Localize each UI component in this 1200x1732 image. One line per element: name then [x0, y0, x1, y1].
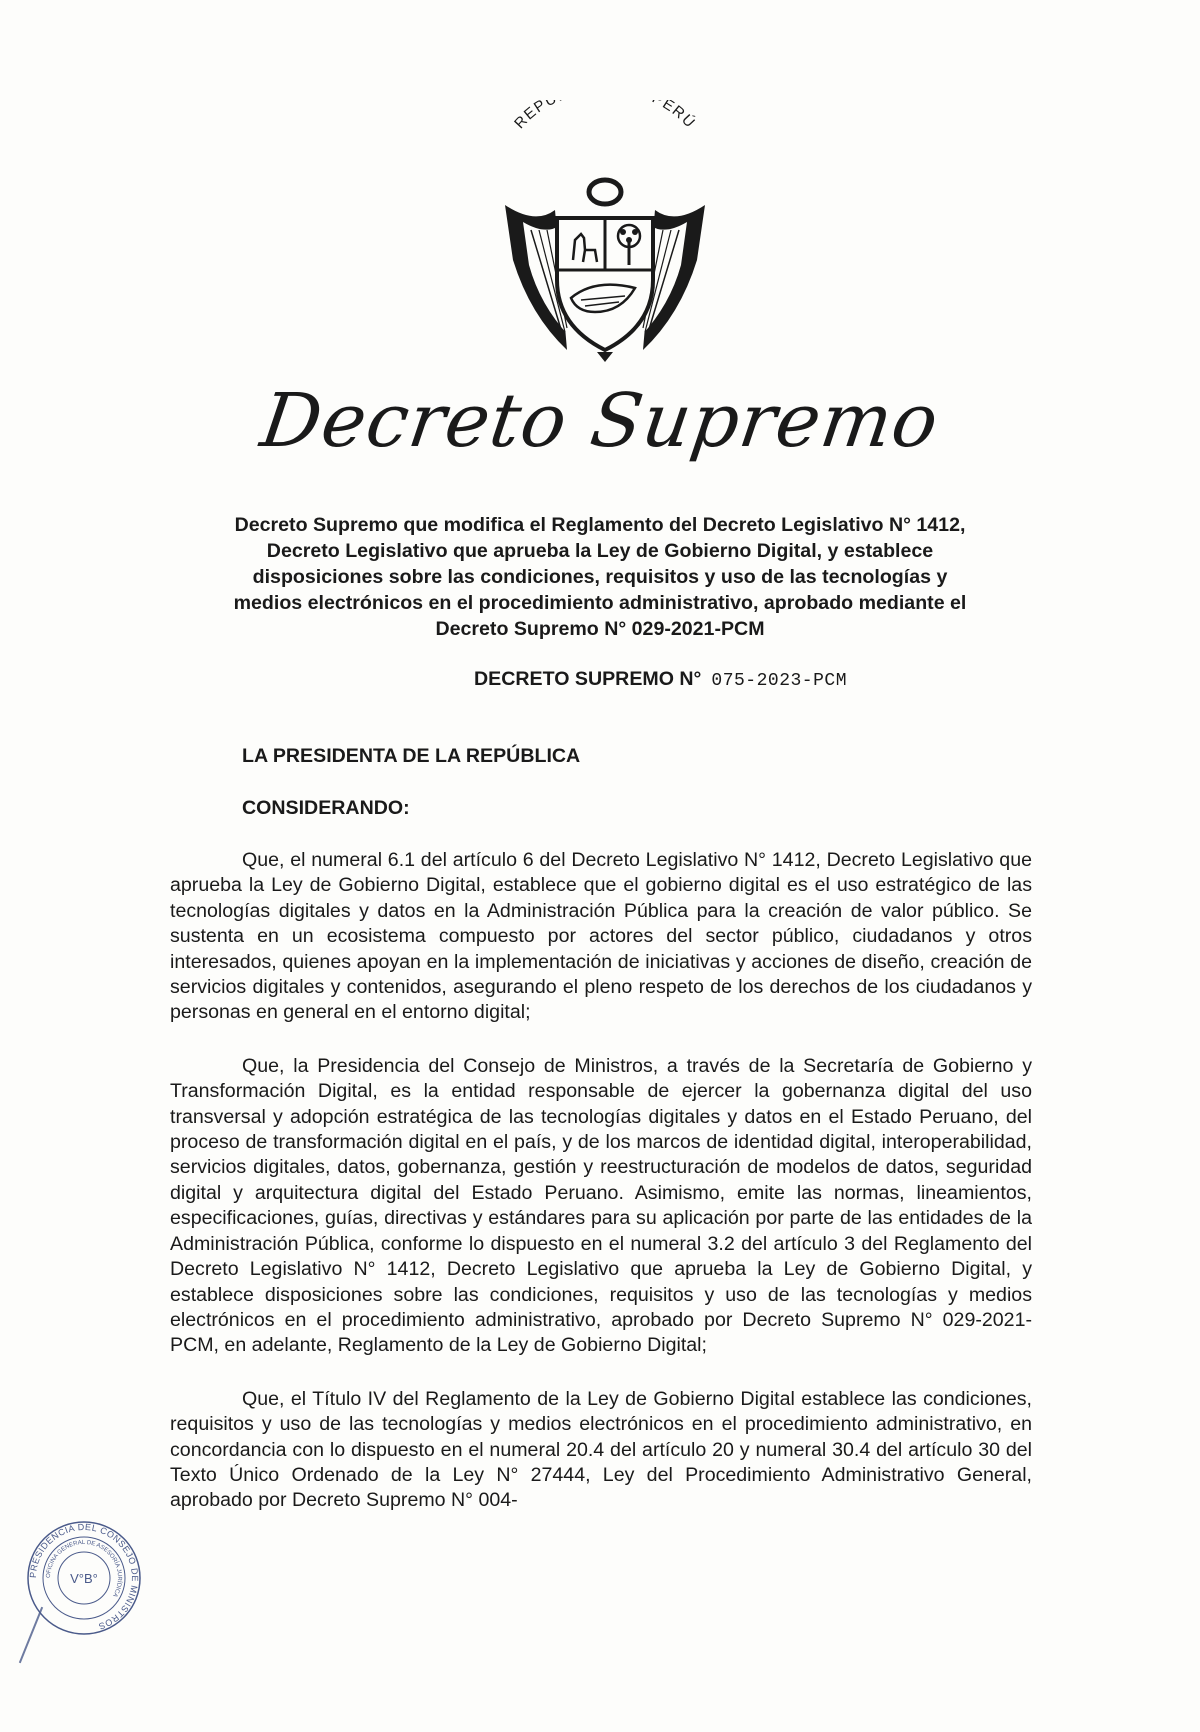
- paragraph: Que, el Título IV del Reglamento de la Ley de Gobierno Digital establece las condiciones, requisitos y uso de las tecnologías y medios electrónicos en el procedimiento administrativo, en concordancia con lo dispuesto en el numeral 20.4 del artículo 20 y numeral 30.4 del artículo 30 del Texto Único Ordenado de la Ley N° 27444, Ley del Procedimiento Administrativo General, aprobado por Decreto Supremo N° 004-: [170, 1387, 1032, 1512]
- script-title: Decreto Supremo: [255, 378, 945, 464]
- decree-number-line: [474, 668, 847, 691]
- decree-title-line: disposiciones sobre las condiciones, requisitos y uso de las tecnologías y: [252, 566, 948, 588]
- seal-center-text: V°B°: [70, 1571, 98, 1586]
- paragraph: Que, la Presidencia del Consejo de Ministros, a través de la Secretaría de Gobierno y Transformación Digital, es la entidad responsable de ejercer la gobernanza digital del uso transversal y adopción estratégica de las tecnologías digitales y datos en el Estado Peruano, del proceso de transformación digital en el país, y de los marcos de identidad digital, interoperabilidad, servicios digitales, datos, gobernanza, gestión y reestructuración de modelos de datos, seguridad digital y arquitectura digital del Estado Peruano. Asimismo, emite las normas, lineamientos, especificaciones, guías, directivas y estándares para su aplicación por parte de las entidades de la Administración Pública, conforme lo dispuesto en el numeral 3.2 del artículo 3 del Reglamento del Decreto Legislativo N° 1412, Decreto Legislativo que aprueba la Ley de Gobierno Digital, y establece disposiciones sobre las condiciones, requisitos y uso de las tecnologías y medios electrónicos en el procedimiento administrativo, aprobado por Decreto Supremo N° 029-2021-PCM, en adelante, Reglamento de la Ley de Gobierno Digital;: [170, 1054, 1032, 1357]
- paragraph: Que, el numeral 6.1 del artículo 6 del Decreto Legislativo N° 1412, Decreto Legislativo que aprueba la Ley de Gobierno Digital, establece que el gobierno digital es el uso estratégico de las tecnologías digitales y datos en la Administración Pública para la creación de valor público. Se sustenta en un ecosistema compuesto por actores del sector público, ciudadanos y otros interesados, quienes apoyan en la implementación de iniciativas y acciones de diseño, creación de servicios digitales y contenidos, asegurando el pleno respeto de los derechos de los ciudadanos y personas en general en el entorno digital;: [170, 849, 1032, 1024]
- decree-title-line: medios electrónicos en el procedimiento administrativo, aprobado mediante el: [233, 592, 967, 614]
- seal-inner-text: OFICINA GENERAL DE ASESORÍA JURÍDICA: [45, 1539, 123, 1598]
- coat-of-arms-icon: [485, 100, 725, 370]
- svg-text:OFICINA GENERAL DE ASESORÍA JU: [46, 1540, 123, 1598]
- seal-icon: [24, 1518, 144, 1638]
- presidenta-heading: LA PRESIDENTA DE LA REPÚBLICA: [242, 745, 581, 767]
- body-paragraphs: [170, 848, 1032, 1542]
- decree-title: [170, 512, 1030, 642]
- svg-text:REPÚBLICA DEL PERÚ: [511, 100, 699, 132]
- decree-title-line: Decreto Supremo que modifica el Reglamento del Decreto Legislativo N° 1412,: [234, 514, 966, 536]
- seal-ring-text: PRESIDENCIA DEL CONSEJO DE MINISTROS: [27, 1521, 141, 1632]
- emblem-arc-text: REP ERÚ: [511, 100, 699, 133]
- approval-seal: [24, 1518, 144, 1638]
- coat-of-arms: [485, 100, 725, 370]
- considerando-heading: CONSIDERANDO:: [242, 797, 410, 819]
- decree-number-label: DECRETO SUPREMO N°: [474, 668, 702, 690]
- decree-title-line: Decreto Legislativo que aprueba la Ley de Gobierno Digital, y establece: [266, 540, 934, 562]
- decree-title-line: Decreto Supremo N° 029-2021-PCM: [435, 618, 765, 640]
- decree-number-value: 075-2023-PCM: [711, 671, 848, 691]
